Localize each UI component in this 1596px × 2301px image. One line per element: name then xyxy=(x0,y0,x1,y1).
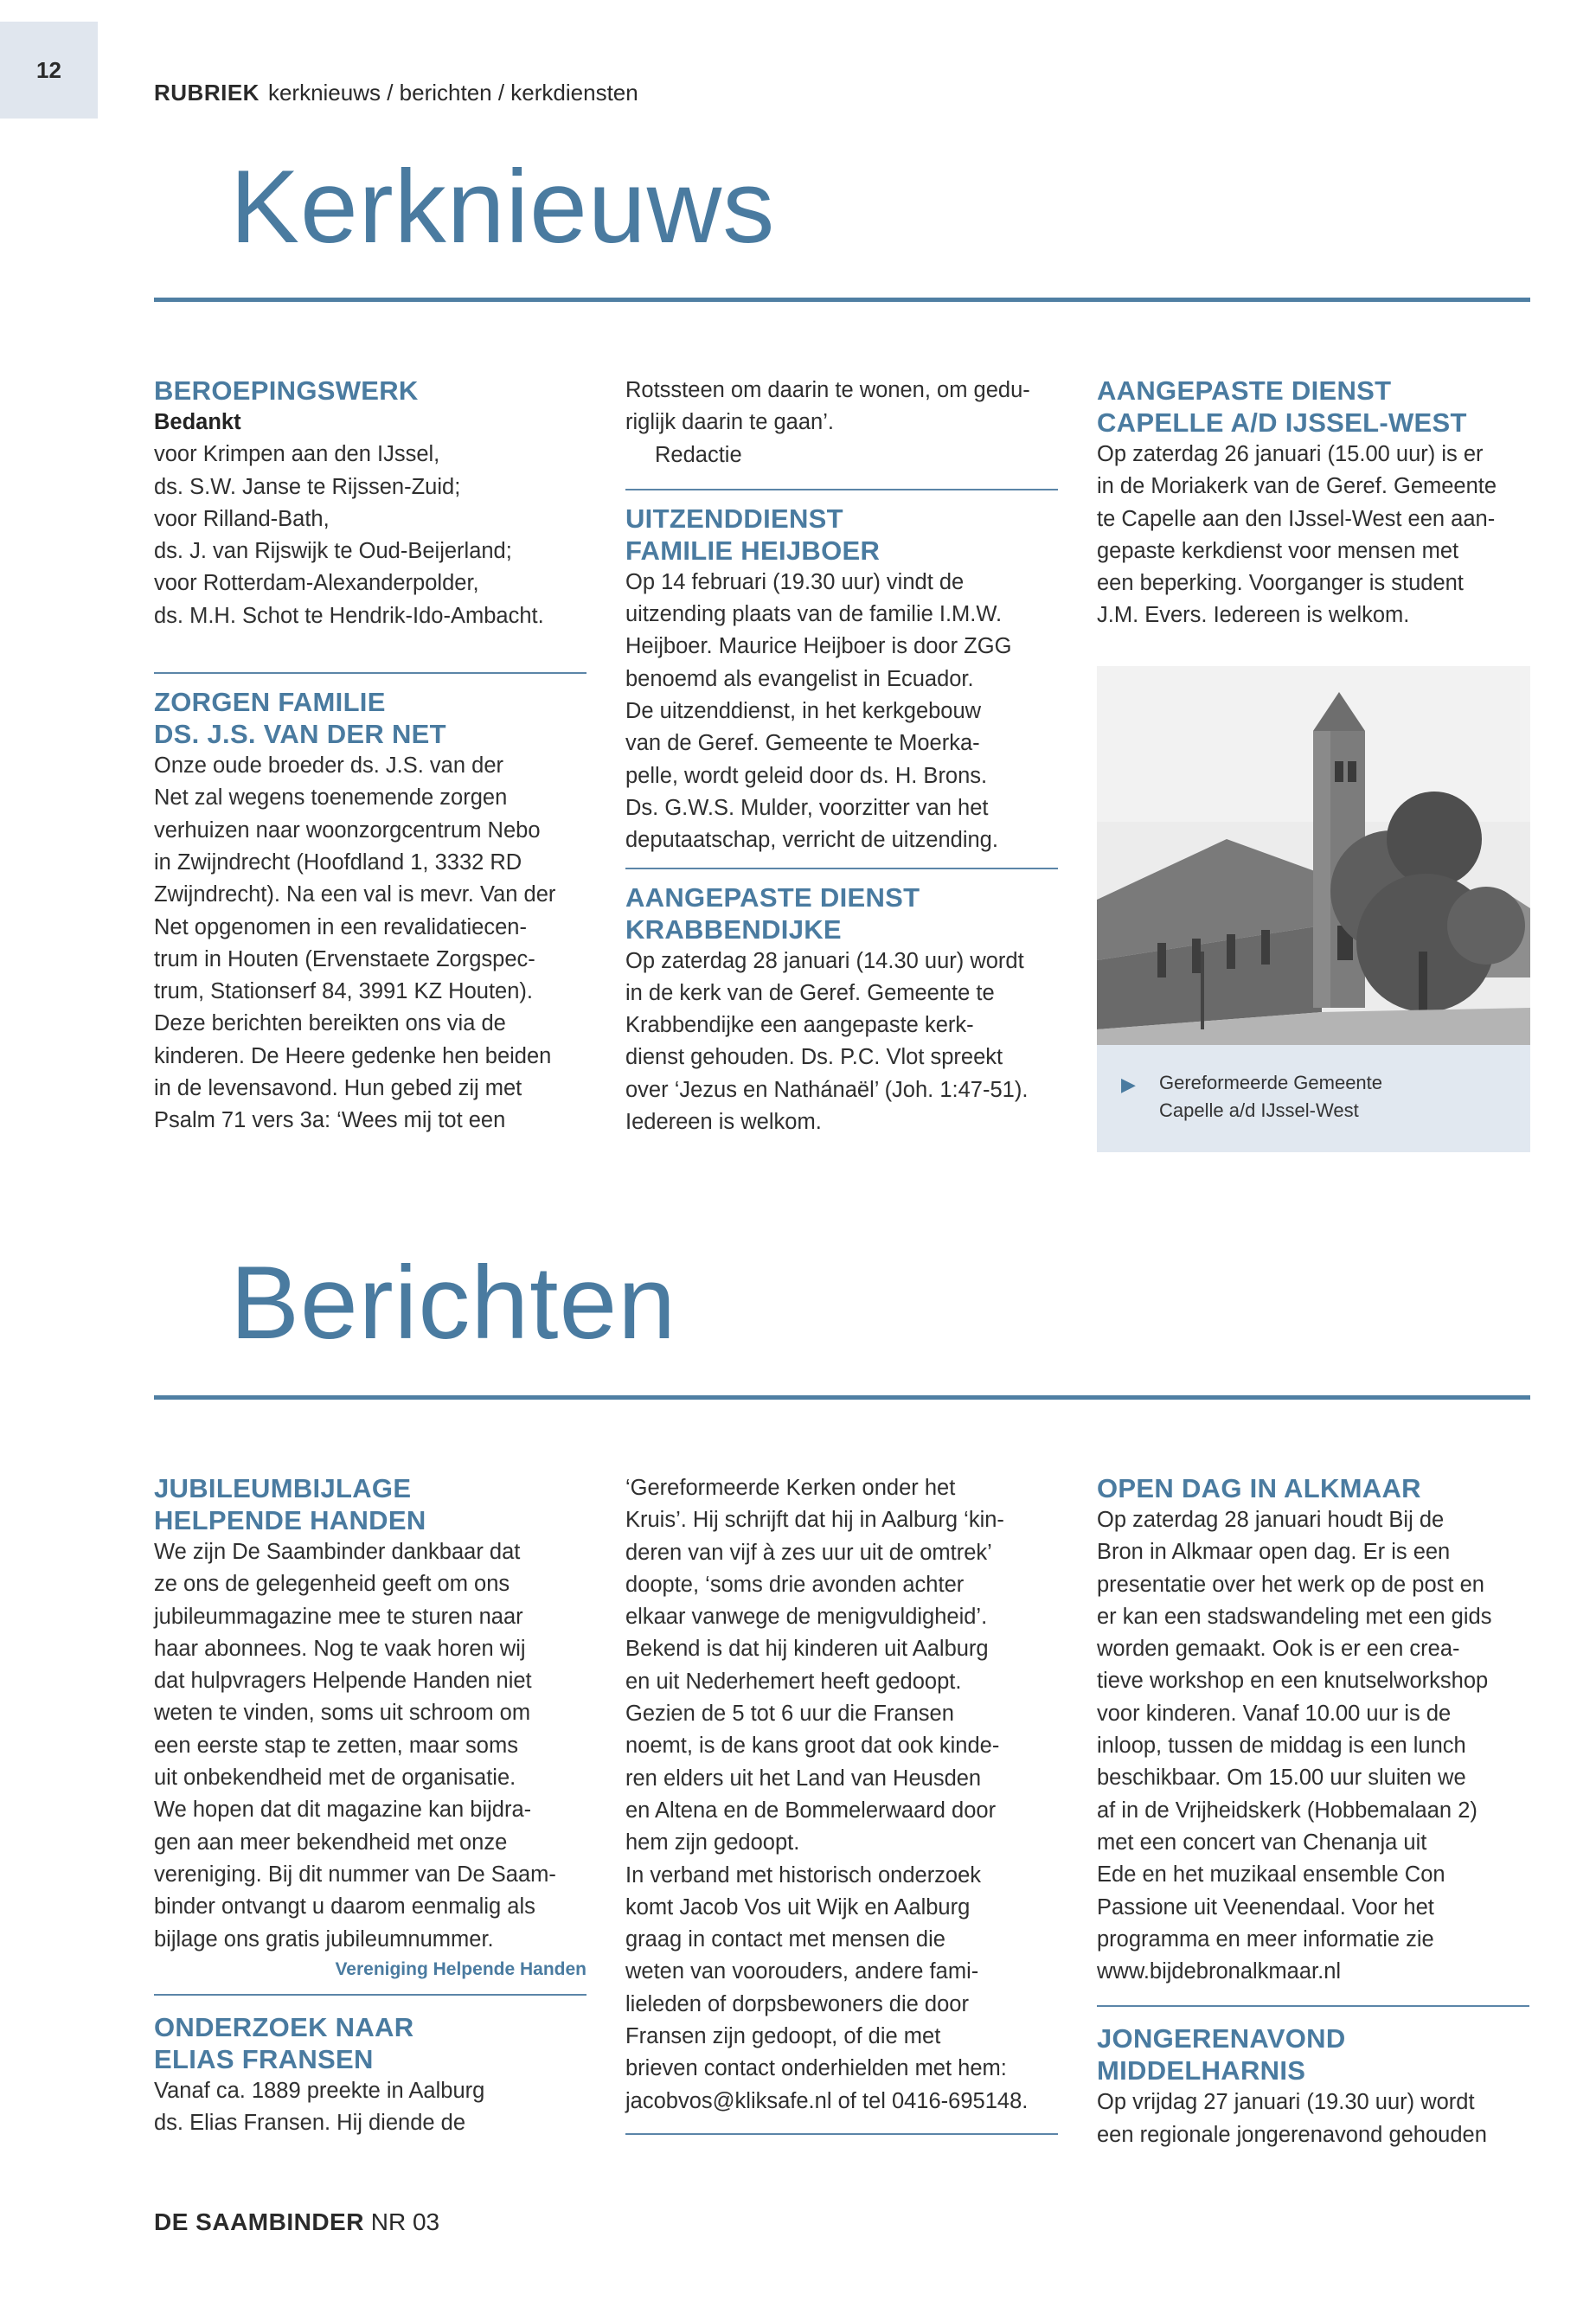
text-line: Op 14 februari (19.30 uur) vindt de xyxy=(625,569,965,594)
text-line: Zwijndrecht). Na een val is mevr. Van der xyxy=(154,882,556,907)
berichten-column-1 xyxy=(154,1472,586,2139)
article-heading-jongeren-1: JONGERENAVOND xyxy=(1097,2023,1346,2054)
section-breadcrumb xyxy=(154,80,638,106)
text-line: elkaar vanwege de menigvuldigheid’. xyxy=(625,1605,988,1630)
text-line: een eerste stap te zetten, maar soms xyxy=(154,1733,518,1758)
text-line: Passione uit Veenendaal. Voor het xyxy=(1097,1894,1434,1920)
text-line: Ede en het muzikaal ensemble Con xyxy=(1097,1862,1445,1888)
article-heading-jongeren-2: MIDDELHARNIS xyxy=(1097,2055,1306,2086)
text-line: en Altena en de Bommelerwaard door xyxy=(625,1798,997,1823)
article-heading-uitzend-1: UITZENDDIENST xyxy=(625,503,843,534)
section-rule-berichten xyxy=(154,1395,1530,1400)
text-line: vereniging. Bij dit nummer van De Saam- xyxy=(154,1862,556,1887)
page-number: 12 xyxy=(0,22,98,119)
text-line: gepaste kerkdienst voor mensen met xyxy=(1097,538,1459,563)
text-line: Op zaterdag 26 januari (15.00 uur) is er xyxy=(1097,442,1484,466)
magazine-name: DE SAAMBINDER xyxy=(154,2208,364,2235)
text-line: voor Rilland-Bath, xyxy=(154,506,330,531)
text-line: van de Geref. Gemeente te Moerka- xyxy=(625,731,980,756)
church-photo-figure xyxy=(1097,666,1530,1152)
text-line: Fransen zijn gedoopt, of die met xyxy=(625,2024,941,2049)
text-line: trum in Houten (Ervenstaete Zorgspec- xyxy=(154,946,535,971)
text-line: Heijboer. Maurice Heijboer is door ZGG xyxy=(625,634,1012,659)
text-line: De uitzenddienst, in het kerkgebouw xyxy=(625,699,982,724)
article-heading-zorgen-1: ZORGEN FAMILIE xyxy=(154,687,386,718)
text-line: af in de Vrijheidskerk (Hobbemalaan 2) xyxy=(1097,1798,1477,1823)
text-line: komt Jacob Vos uit Wijk en Aalburg xyxy=(625,1894,971,1920)
text-line: dat hulpvragers Helpende Handen niet xyxy=(154,1669,532,1694)
caption-triangle-icon: ▶ xyxy=(1121,1074,1136,1095)
text-line: een beperking. Voorganger is student xyxy=(1097,571,1464,596)
text-line: voor Krimpen aan den IJssel, xyxy=(154,442,440,467)
website-url: www.bijdebronalkmaar.nl xyxy=(1097,1959,1342,1984)
text-line: inloop, tussen de middag is een lunch xyxy=(1097,1734,1466,1759)
section-title-kerknieuws: Kerknieuws xyxy=(230,149,776,265)
text-line: uit onbekendheid met de organisatie. xyxy=(154,1766,516,1791)
issue-number: NR 03 xyxy=(370,2208,440,2235)
text-line: weten te vinden, soms uit schroom om xyxy=(154,1701,531,1726)
text-line: Net zal wegens toenemende zorgen xyxy=(154,785,508,811)
article-divider xyxy=(154,1994,586,1996)
text-line: Vanaf ca. 1889 preekte in Aalburg xyxy=(154,2078,485,2103)
text-line: deren van vijf à zes uur uit de omtrek’ xyxy=(625,1540,992,1565)
text-line: ds. S.W. Janse te Rijssen-Zuid; xyxy=(154,474,461,499)
text-line: ds. Elias Fransen. Hij diende de xyxy=(154,2111,466,2136)
article-heading-capelle-1: AANGEPASTE DIENST xyxy=(1097,375,1392,406)
text-line: presentatie over het werk op de post en xyxy=(1097,1572,1484,1597)
article-heading-jubileum-2: HELPENDE HANDEN xyxy=(154,1505,426,1535)
article-divider xyxy=(625,2133,1058,2135)
article-divider xyxy=(625,868,1058,869)
text-line: riglijk daarin te gaan’. xyxy=(625,410,834,435)
magazine-footer xyxy=(154,2208,439,2236)
text-line: binder ontvangt u daarom eenmalig als xyxy=(154,1894,535,1920)
article-signature: Vereniging Helpende Handen xyxy=(335,1958,586,1979)
text-line: te Capelle aan den IJssel-West een aan- xyxy=(1097,506,1496,531)
text-line: lieleden of dorpsbewoners die door xyxy=(625,1991,969,2016)
text-line: Iedereen is welkom. xyxy=(625,1110,822,1135)
text-line: beschikbaar. Om 15.00 uur sluiten we xyxy=(1097,1766,1466,1791)
article-heading-alkmaar: OPEN DAG IN ALKMAAR xyxy=(1097,1473,1421,1503)
text-line: gen aan meer bekendheid met onze xyxy=(154,1830,508,1855)
text-line: pelle, wordt geleid door ds. H. Brons. xyxy=(625,763,988,788)
text-line: Rotssteen om daarin te wonen, om gedu- xyxy=(625,378,1030,402)
text-line: Op zaterdag 28 januari houdt Bij de xyxy=(1097,1508,1445,1532)
text-line: We zijn De Saambinder dankbaar dat xyxy=(154,1540,521,1564)
text-line: in Zwijndrecht (Hoofdland 1, 3332 RD xyxy=(154,849,522,875)
article-heading-uitzend-2: FAMILIE HEIJBOER xyxy=(625,535,881,566)
article-subheading-bedankt: Bedankt xyxy=(154,410,241,434)
kerknieuws-column-3 xyxy=(1097,375,1529,632)
rubriek-label: RUBRIEK xyxy=(154,80,260,106)
text-line: deputaatschap, verricht de uitzending. xyxy=(625,828,998,853)
text-line: Onze oude broeder ds. J.S. van der xyxy=(154,753,503,779)
text-line: In verband met historisch onderzoek xyxy=(625,1862,982,1888)
caption-line: Gereformeerde Gemeente xyxy=(1159,1072,1383,1093)
article-heading-krabbendijke-1: AANGEPASTE DIENST xyxy=(625,881,920,913)
kerknieuws-column-2 xyxy=(625,375,1058,1138)
text-line: ‘Gereformeerde Kerken onder het xyxy=(625,1476,956,1500)
text-line: worden gemaakt. Ook is er een crea- xyxy=(1097,1637,1460,1662)
text-line: dienst gehouden. Ds. P.C. Vlot spreekt xyxy=(625,1045,1003,1070)
text-line: weten van voorouders, andere fami- xyxy=(625,1959,979,1984)
article-heading-beroepingswerk: BEROEPINGSWERK xyxy=(154,375,419,406)
article-heading-onderzoek-2: ELIAS FRANSEN xyxy=(154,2043,374,2074)
text-line: uitzending plaats van de familie I.M.W. xyxy=(625,602,1003,627)
text-line: Ds. G.W.S. Mulder, voorzitter van het xyxy=(625,795,989,820)
text-line: voor Rotterdam-Alexanderpolder, xyxy=(154,571,479,596)
text-line: Bekend is dat hij kinderen uit Aalburg xyxy=(625,1637,989,1662)
article-heading-krabbendijke-2: KRABBENDIJKE xyxy=(625,913,842,945)
article-divider xyxy=(154,672,586,674)
article-heading-capelle-2: CAPELLE A/D IJSSEL-WEST xyxy=(1097,407,1467,438)
berichten-column-2 xyxy=(625,1472,1058,2156)
text-line: brieven contact onderhielden met hem: xyxy=(625,2056,1007,2081)
text-line: ds. M.H. Schot te Hendrik-Ido-Ambacht. xyxy=(154,603,544,628)
text-line: graag in contact met mensen die xyxy=(625,1927,945,1952)
section-title-berichten: Berichten xyxy=(230,1245,676,1361)
text-line: voor kinderen. Vanaf 10.00 uur is de xyxy=(1097,1701,1452,1726)
text-line: kinderen. De Heere gedenke hen beiden xyxy=(154,1043,552,1068)
text-line: hem zijn gedoopt. xyxy=(625,1830,800,1856)
text-line: Bron in Alkmaar open dag. Er is een xyxy=(1097,1540,1451,1565)
text-line: ds. J. van Rijswijk te Oud-Beijerland; xyxy=(154,539,512,564)
text-line: met een concert van Chenanja uit xyxy=(1097,1830,1427,1855)
text-line: bijlage ons gratis jubileumnummer. xyxy=(154,1926,494,1952)
text-line: Op zaterdag 28 januari (14.30 uur) wordt xyxy=(625,948,1024,973)
text-line: Gezien de 5 tot 6 uur die Fransen xyxy=(625,1702,954,1727)
text-line: verhuizen naar woonzorgcentrum Nebo xyxy=(154,817,541,843)
text-line: er kan een stadswandeling met een gids xyxy=(1097,1604,1492,1629)
rubriek-path: kerknieuws / berichten / kerkdiensten xyxy=(267,80,638,106)
article-divider xyxy=(625,489,1058,490)
text-line: jubileummagazine mee te sturen naar xyxy=(154,1604,523,1629)
text-line: Kruis’. Hij schrijft dat hij in Aalburg ‘kin- xyxy=(625,1508,1004,1533)
text-line: tieve workshop en een knutselworkshop xyxy=(1097,1669,1489,1694)
article-heading-zorgen-2: DS. J.S. VAN DER NET xyxy=(154,719,446,750)
article-heading-jubileum-1: JUBILEUMBIJLAGE xyxy=(154,1473,412,1503)
section-rule-kerknieuws xyxy=(154,298,1530,302)
text-line: Net opgenomen in een revalidatiecen- xyxy=(154,914,527,939)
text-line: in de levensavond. Hun gebed zij met xyxy=(154,1076,522,1101)
text-line: een regionale jongerenavond gehouden xyxy=(1097,2122,1487,2147)
article-signature: Redactie xyxy=(655,442,742,467)
caption-line: Capelle a/d IJssel-West xyxy=(1159,1099,1359,1121)
text-line: benoemd als evangelist in Ecuador. xyxy=(625,666,974,691)
text-line: programma en meer informatie zie xyxy=(1097,1926,1434,1952)
text-line: Psalm 71 vers 3a: ‘Wees mij tot een xyxy=(154,1108,506,1133)
text-line: in de kerk van de Geref. Gemeente te xyxy=(625,980,995,1005)
church-photo xyxy=(1097,666,1530,1045)
article-divider xyxy=(1097,2005,1529,2007)
text-line: Deze berichten bereikten ons via de xyxy=(154,1011,506,1036)
text-line: Krabbendijke een aangepaste kerk- xyxy=(625,1013,974,1038)
text-line: trum, Stationserf 84, 3991 KZ Houten). xyxy=(154,979,533,1004)
text-line: in de Moriakerk van de Geref. Gemeente xyxy=(1097,474,1497,499)
text-line: Op vrijdag 27 januari (19.30 uur) wordt xyxy=(1097,2090,1475,2115)
text-line: ren elders uit het Land van Heusden xyxy=(625,1766,982,1791)
text-line: over ‘Jezus en Nathánaël’ (Joh. 1:47-51). xyxy=(625,1077,1029,1102)
email-contact: jacobvos@kliksafe.nl of tel 0416-695148. xyxy=(625,2088,1029,2113)
article-heading-onderzoek-1: ONDERZOEK NAAR xyxy=(154,2011,414,2042)
text-line: doopte, ‘soms drie avonden achter xyxy=(625,1572,965,1597)
text-line: en uit Nederhemert heeft gedoopt. xyxy=(625,1669,962,1694)
text-line: ze ons de gelegenheid geeft om ons xyxy=(154,1572,510,1597)
text-line: noemt, is de kans groot dat ook kinde- xyxy=(625,1734,1000,1759)
text-line: J.M. Evers. Iedereen is welkom. xyxy=(1097,603,1410,628)
text-line: We hopen dat dit magazine kan bijdra- xyxy=(154,1798,532,1823)
kerknieuws-column-1 xyxy=(154,375,586,1138)
text-line: haar abonnees. Nog te vaak horen wij xyxy=(154,1636,526,1661)
berichten-column-3 xyxy=(1097,1472,1529,2151)
